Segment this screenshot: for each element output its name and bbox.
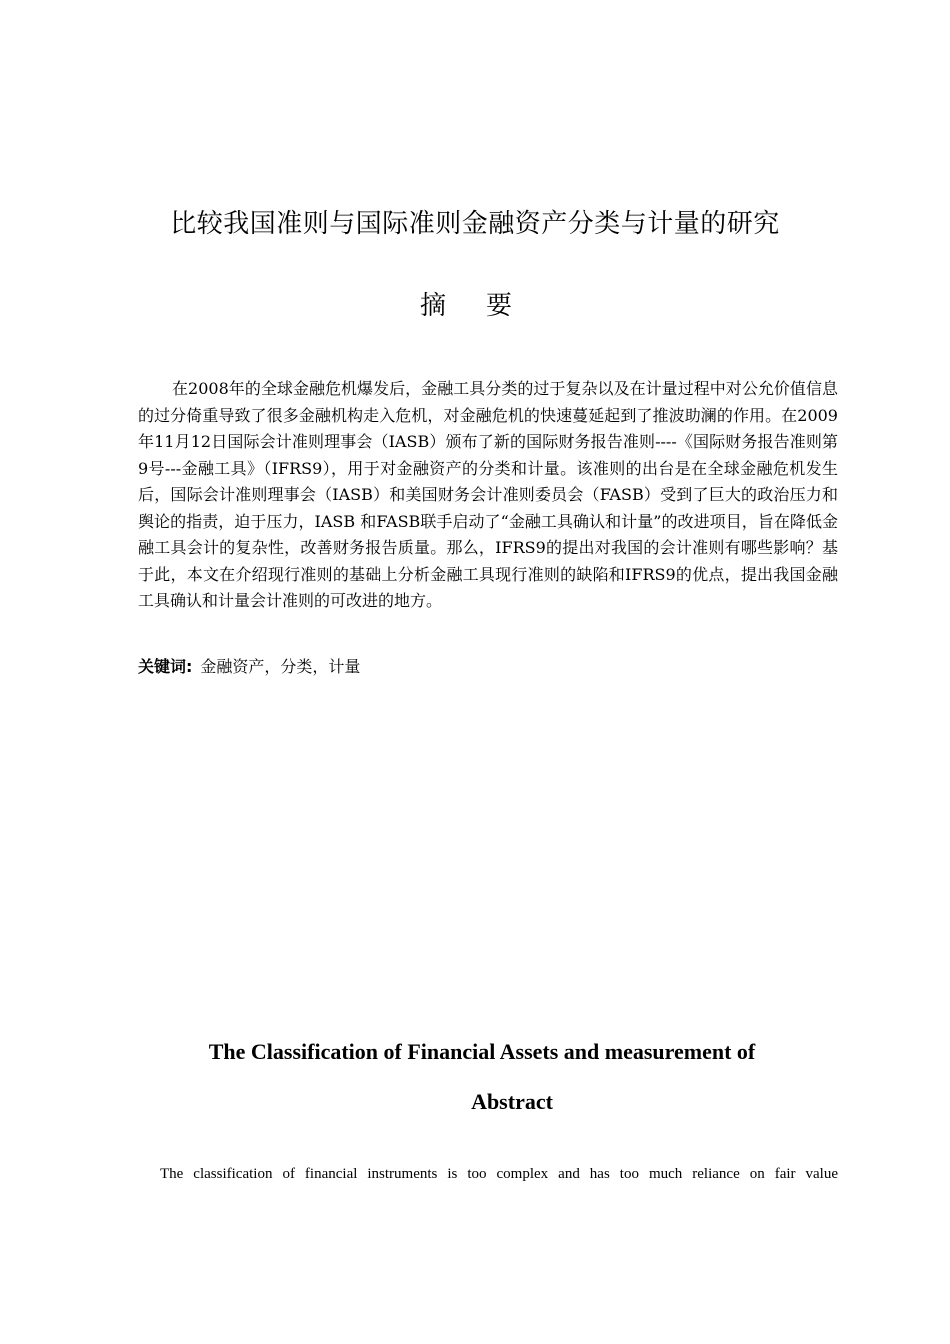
chinese-abstract-heading: 摘要 (419, 291, 552, 321)
keywords-label: 关键词: (138, 657, 193, 676)
chinese-abstract-body: 在2008年的全球金融危机爆发后，金融工具分类的过于复杂以及在计量过程中对公允价值信息的过分倚重导致了很多金融机构走入危机，对金融危机的快速蔓延起到了推波助澜的作用。在2009年11月12日国际会计准则理事会（IASB）颁布了新的国际财务报告准则----《国际财务报告准则第9号---金融工具》（IFRS9），用于对金融资产的分类和计量。该准则的出台是在全球金融危机发生后，国际会计准则理事会（IASB）和美国财务会计准则委员会（FASB）受到了巨大的政治压力和舆论的指责，迫于压力，IASB 和FASB联手启动了“金融工具确认和计量”的改进项目，旨在降低金融工具会计的复杂性，改善财务报告质量。那么，IFRS9的提出对我国的会计准则有哪些影响？基于此，本文在介绍现行准则的基础上分析金融工具现行准则的缺陷和IFRS9的优点，提出我国金融工具确认和计量会计准则的可改进的地方。 (138, 379, 838, 610)
english-abstract-heading: Abstract (471, 1089, 553, 1114)
keywords-value: 金融资产，分类，计量 (200, 657, 361, 676)
english-title: The Classification of Financial Assets and measurement of (208, 1039, 756, 1064)
keywords-line (138, 654, 838, 680)
english-abstract-body: The classification of financial instruments is too complex and has too much reliance on fair value (160, 1166, 838, 1182)
chinese-title: 比较我国准则与国际准则金融资产分类与计量的研究 (170, 209, 780, 239)
